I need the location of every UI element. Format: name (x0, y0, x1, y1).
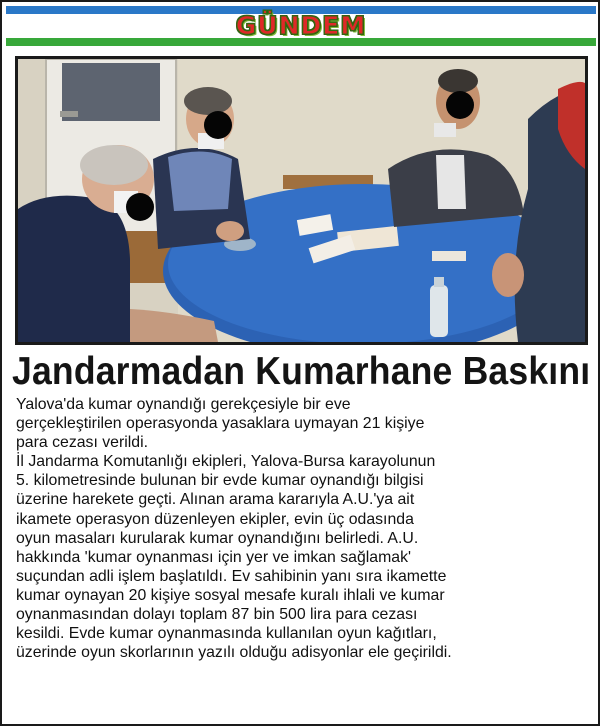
photo-door-handle (60, 111, 78, 117)
photo-person-right-shirt (436, 155, 466, 209)
news-photo (15, 56, 588, 345)
article-line: kesildi. Evde kumar oynanmasında kullanılan oyun kağıtları, (16, 625, 437, 643)
photo-bottle-cap (434, 277, 444, 287)
photo-gendarme-hand (492, 253, 524, 297)
article-line: üzerinde oyun skorlarının yazılı olduğu adisyonlar ele geçirildi. (16, 644, 452, 662)
photo-person-right-hair (438, 69, 478, 93)
article-line: 5. kilometresinde bulunan bir evde kumar oynandığı bilgisi (16, 472, 424, 490)
article-line: üzerine harekete geçti. Alınan arama kararıyla A.U.'ya ait (16, 491, 415, 509)
photo-person-center-hair (184, 87, 232, 115)
article-line: ikamete operasyon düzenleyen ekipler, evin üç odasında (16, 510, 414, 528)
article-line: kumar oynayan 20 kişiye sosyal mesafe kuralı ihlali ve kumar (16, 586, 445, 604)
article-line: gerçekleştirilen operasyonda yasaklara uymayan 21 kişiye (16, 415, 425, 433)
article-line: Yalova'da kumar oynandığı gerekçesiyle bir eve (16, 396, 351, 413)
article-headline: Jandarmadan Kumarhane Baskını (12, 350, 591, 393)
section-header-band (6, 6, 596, 46)
article-body (16, 395, 596, 662)
photo-mask (434, 123, 456, 137)
photo-face-blur (126, 193, 154, 221)
photo-hand (216, 221, 244, 241)
article-line: İl Jandarma Komutanlığı ekipleri, Yalova-Bursa karayolunun (16, 453, 436, 471)
article-line: suçundan adli işlem başlatıldı. Ev sahibinin yanı sıra ikamette (16, 567, 447, 585)
photo-water-bottle (430, 285, 448, 337)
photo-face-blur (446, 91, 474, 119)
section-title: GÜNDEM (235, 11, 367, 40)
news-photo-illustration (18, 59, 585, 342)
article-line: oyun masaları kurularak kumar oynandığını belirledi. A.U. (16, 529, 419, 547)
article-line: hakkında 'kumar oynanması için yer ve imkan sağlamak' (16, 548, 412, 566)
photo-face-blur (204, 111, 232, 139)
article-line: oynanmasından dolayı toplam 87 bin 500 lira para cezası (16, 606, 418, 624)
photo-card (432, 251, 466, 261)
photo-person-left (18, 196, 130, 342)
article-line: para cezası verildi. (16, 434, 149, 452)
photo-person-center-shirt (168, 151, 232, 211)
photo-person-left-hair (80, 145, 148, 185)
